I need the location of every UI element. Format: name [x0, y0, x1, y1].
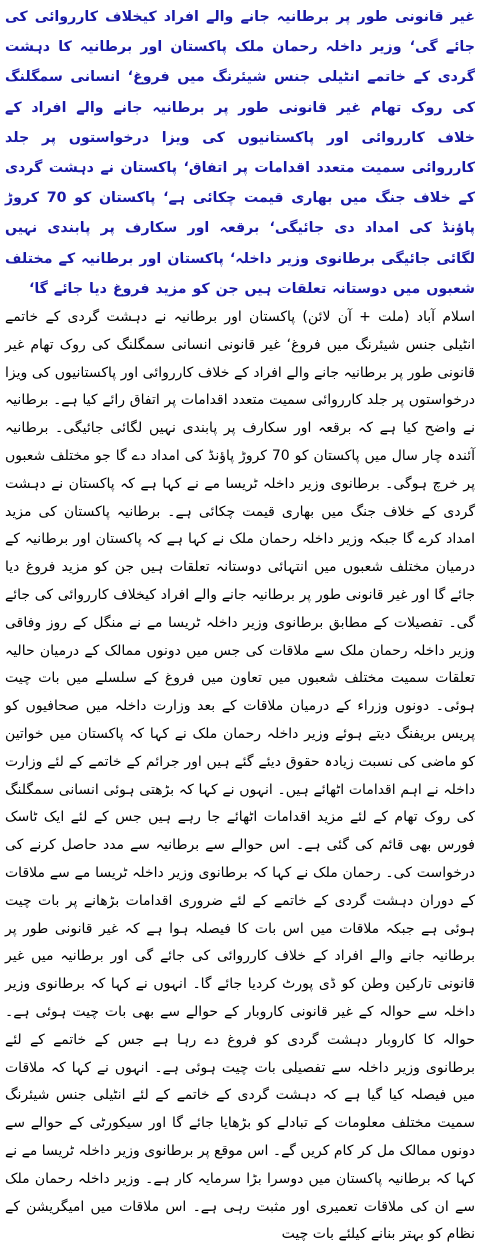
article-headline: غیر قانونی طور پر برطانیہ جانے والے افراد کیخلاف کارروائی کی جائے گی‘ وزیر داخلہ رحمان ملک پاکستان اور برطانیہ کا دہشت گردی کے خاتمے انٹیلی جنس شیئرنگ میں فروغ‘ انسانی سمگلنگ کی روک تھام غیر قانونی طور پر برطانیہ جانے والے افراد کے خلاف کارروائی اور پاکستانیوں کی ویزا درخواستوں پر جلد کارروائی سمیت متعدد اقدامات پر اتفاق‘ پاکستان نے دہشت گردی کے خلاف جنگ میں بھاری قیمت چکائی ہے‘ پاکستان کو 70 کروڑ پاؤنڈ کی امداد دی جائیگی‘ برقعہ اور سکارف پر پابندی نہیں لگائی جائیگی برطانوی وزیر داخلہ‘ پاکستان اور برطانیہ کے مختلف شعبوں میں دوستانہ تعلقات ہیں جن کو مزید فروغ دیا جائے گا‘ [5, 9, 475, 297]
article-body: اسلام آباد (ملت + آن لائن) پاکستان اور برطانیہ نے دہشت گردی کے خاتمے انٹیلی جنس شیئرنگ میں فروغ‘ غیر قانونی انسانی سمگلنگ کی روک تھام غیر قانونی طور پر برطانیہ جانے والے افراد کے خلاف کارروائی اور پاکستانیوں کی ویزا درخواستوں پر جلد کارروائی سمیت متعدد اقدامات پر اتفاق رائے کیا ہے۔ برطانیہ نے واضح کیا ہے کہ برقعہ اور سکارف پر پابندی نہیں لگائی جائیگی۔ برطانیہ آئندہ چار سال میں پاکستان کو 70 کروڑ پاؤنڈ کی امداد دے گا جو مختلف شعبوں پر خرچ ہوگی۔ برطانوی وزیر داخلہ ٹریسا مے نے کہا ہے کہ پاکستان نے دہشت گردی کے خلاف جنگ میں بھاری قیمت چکائی ہے۔ برطانیہ پاکستان کی مزید امداد کرے گا جبکہ وزیر داخلہ رحمان ملک نے کہا ہے کہ پاکستان اور برطانیہ کے درمیان مختلف شعبوں میں انتہائی دوستانہ تعلقات ہیں جن کو مزید فروغ دیا جائے گا اور غیر قانونی طور پر برطانیہ جانے والے افراد کیخلاف کارروائی کی جائے گی۔ تفصیلات کے مطابق برطانوی وزیر داخلہ ٹریسا مے نے منگل کے روز وفاقی وزیر داخلہ رحمان ملک سے ملاقات کی جس میں دونوں ممالک کے درمیان حالیہ تعلقات سمیت مختلف شعبوں میں تعاون میں فروغ کے سلسلے میں بات چیت ہوئی۔ دونوں وزراء کے درمیان ملاقات کے بعد وزارت داخلہ میں صحافیوں کو پریس بریفنگ دیتے ہوئے وزیر داخلہ رحمان ملک نے کہا کہ پاکستان میں خواتین کو ماضی کی نسبت زیادہ حقوق دیئے گئے ہیں اور جرائم کے خاتمے کے لئے وزارت داخلہ نے اہم اقدامات اٹھائے ہیں۔ انہوں نے کہا کہ بڑھتی ہوئی انسانی سمگلنگ کی روک تھام کے لئے مزید اقدامات اٹھائے جا رہے ہیں جس کے لئے ایک ٹاسک فورس بھی قائم کی گئی ہے۔ اس حوالے سے برطانیہ سے مدد حاصل کرنے کی درخواست کی۔ رحمان ملک نے کہا کہ برطانوی وزیر داخلہ ٹریسا مے سے ملاقات کے دوران دہشت گردی کے خاتمے کے لئے ضروری اقدامات بڑھانے پر بات چیت ہوئی ہے جبکہ ملاقات میں اس بات کا فیصلہ ہوا ہے کہ غیر قانونی طور پر برطانیہ جانے والے افراد کے خلاف کارروائی کی جائے گی اور برطانیہ میں غیر قانونی تارکین وطن کو ڈی پورٹ کردیا جائے گا۔ انہوں نے کہا کہ برطانوی وزیر داخلہ سے حوالہ کے غیر قانونی کاروبار کے حوالے سے بھی بات چیت ہوئی ہے۔ حوالہ کا کاروبار دہشت گردی کو فروغ دے رہا ہے جس کے خاتمے کے لئے برطانوی وزیر داخلہ سے تفصیلی بات چیت ہوئی ہے۔ انہوں نے کہا کہ ملاقات میں فیصلہ کیا گیا ہے کہ دہشت گردی کے خاتمے کے لئے انٹیلی جنس شیئرنگ سمیت مختلف معلومات کے تبادلے کو بڑھایا جائے گا اور سیکورٹی کے حوالے سے دونوں ممالک مل کر کام کریں گے۔ اس موقع پر برطانوی وزیر داخلہ ٹریسا مے نے کہا کہ برطانیہ پاکستان میں دوسرا بڑا سرمایہ کار ہے۔ وزیر داخلہ رحمان ملک سے ان کی ملاقات تعمیری اور مثبت رہی ہے۔ اس ملاقات میں امیگریشن کے نظام کو بہتر بنانے کیلئے بات چیت [5, 309, 475, 1243]
